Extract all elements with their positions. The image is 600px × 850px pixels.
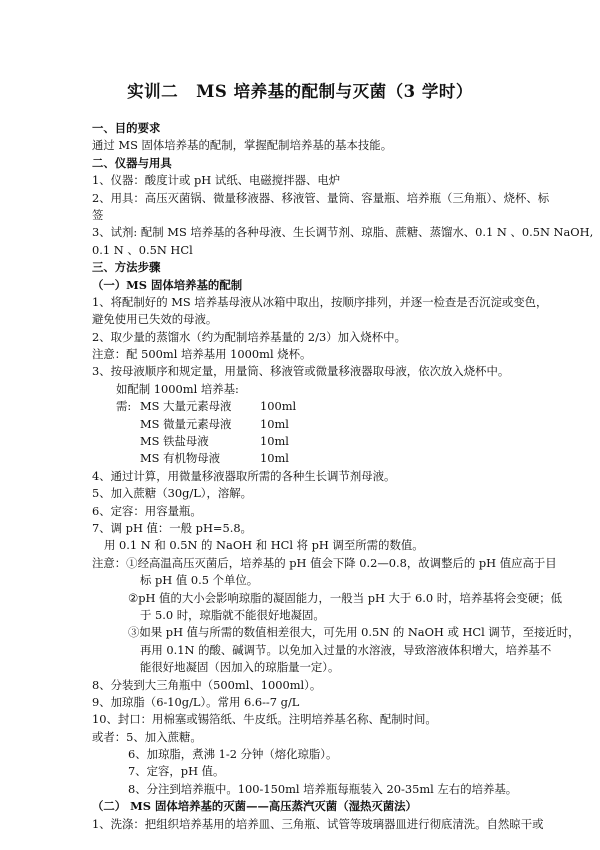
recipe-row <box>92 450 512 467</box>
paragraph: 6、加琼脂，煮沸 1-2 分钟（熔化琼脂）。 <box>128 747 338 762</box>
paragraph: 如配制 1000ml 培养基: <box>116 381 239 396</box>
recipe-prefix: 需: <box>116 399 132 414</box>
recipe-row <box>92 416 512 433</box>
paragraph: 2、用具：高压灭菌锅、微量移液器、移液管、量筒、容量瓶、培养瓶（三角瓶）、烧杯、标 <box>92 190 550 205</box>
subsection-heading-sterilization: （二） MS 固体培养基的灭菌——高压蒸汽灭菌（湿热灭菌法） <box>92 799 417 814</box>
document-body <box>92 120 594 833</box>
paragraph: 7、定容，pH 值。 <box>128 764 225 779</box>
paragraph: 6、定容：用容量瓶。 <box>92 503 202 518</box>
paragraph: 9、加琼脂（6-10g/L）。常用 6.6--7 g/L <box>92 694 300 709</box>
recipe-item-amount: 10ml <box>260 416 289 431</box>
note-line: ③如果 pH 值与所需的数值相差很大，可先用 0.5N 的 NaOH 或 HCl 调节，至接近时， <box>128 625 580 640</box>
recipe-item-amount: 10ml <box>260 451 289 466</box>
recipe-item-name: MS 铁盐母液 <box>140 434 209 449</box>
title-part1: 实训二 <box>127 82 179 101</box>
recipe-row <box>92 433 512 450</box>
note-line: 注意：①经高温高压灭菌后，培养基的 pH 值会下降 0.2—0.8，故调整后的 pH 值应高于目 <box>92 555 557 570</box>
paragraph: 1、将配制好的 MS 培养基母液从冰箱中取出，按顺序排列，并逐一检查是否沉淀或变色， <box>92 294 548 309</box>
title-part2: MS 培养基的配制与灭菌（3 学时） <box>196 82 473 101</box>
recipe-item-name: MS 微量元素母液 <box>140 416 232 431</box>
paragraph: 8、分注到培养瓶中。100-150ml 培养瓶每瓶装入 20-35ml 左右的培养基。 <box>128 781 518 796</box>
note-line: 标 pH 值 0.5 个单位。 <box>140 573 259 588</box>
note-line: 能很好地凝固（因加入的琼脂量一定）。 <box>140 660 340 675</box>
paragraph: 3、按母液顺序和规定量，用量筒、移液管或微量移液器取母液，依次放入烧杯中。 <box>92 364 510 379</box>
note-line: ②pH 值的大小会影响琼脂的凝固能力，一般当 pH 大于 6.0 时，培养基将会变硬；低 <box>128 590 562 605</box>
paragraph: 8、分装到大三角瓶中（500ml、1000ml）。 <box>92 677 322 692</box>
paragraph: 或者：5、加入蔗糖。 <box>92 729 202 744</box>
recipe-item-amount: 10ml <box>260 434 289 449</box>
paragraph: 2、取少量的蒸馏水（约为配制培养基量的 2/3）加入烧杯中。 <box>92 329 406 344</box>
recipe-item-name: MS 有机物母液 <box>140 451 221 466</box>
paragraph: 注意：配 500ml 培养基用 1000ml 烧杯。 <box>92 347 312 362</box>
paragraph: 0.1 N 、0.5N HCl <box>92 242 193 257</box>
paragraph: 10、封口：用棉塞或锡箔纸、牛皮纸。注明培养基名称、配制时间。 <box>92 712 437 727</box>
paragraph: 避免使用已失效的母液。 <box>92 312 218 327</box>
paragraph: 1、洗涤：把组织培养基用的培养皿、三角瓶、试管等玻璃器皿进行彻底清洗。自然晾干或 <box>92 816 544 831</box>
recipe-item-amount: 100ml <box>260 399 297 414</box>
paragraph: 7、调 pH 值：一般 pH=5.8。 <box>92 520 252 535</box>
paragraph: 1、仪器：酸度计或 pH 试纸、电磁搅拌器、电炉 <box>92 173 341 188</box>
subsection-heading-preparation: （一）MS 固体培养基的配制 <box>92 277 243 292</box>
paragraph: 签 <box>92 207 104 222</box>
paragraph: 通过 MS 固体培养基的配制，掌握配制培养基的基本技能。 <box>92 138 393 153</box>
section-heading-equipment: 二、仪器与用具 <box>92 155 172 170</box>
page-title <box>0 78 600 102</box>
note-line: 于 5.0 时，琼脂就不能很好地凝固。 <box>140 607 325 622</box>
paragraph: 4、通过计算，用微量移液器取所需的各种生长调节剂母液。 <box>92 468 396 483</box>
paragraph: 用 0.1 N 和 0.5N 的 NaOH 和 HCl 将 pH 调至所需的数值。 <box>104 538 424 553</box>
section-heading-methods: 三、方法步骤 <box>92 260 161 275</box>
section-heading-goals: 一、目的要求 <box>92 121 161 135</box>
recipe-row <box>92 398 512 415</box>
note-line: 再用 0.1N 的酸、碱调节。以免加入过量的水溶液，导致溶液体积增大，培养基不 <box>140 642 552 657</box>
recipe-item-name: MS 大量元素母液 <box>140 399 232 414</box>
paragraph: 5、加入蔗糖（30g/L），溶解。 <box>92 486 253 501</box>
paragraph: 3、试剂: 配制 MS 培养基的各种母液、生长调节剂、琼脂、蔗糖、蒸馏水、0.1 N 、0.5N NaOH, <box>92 225 594 240</box>
